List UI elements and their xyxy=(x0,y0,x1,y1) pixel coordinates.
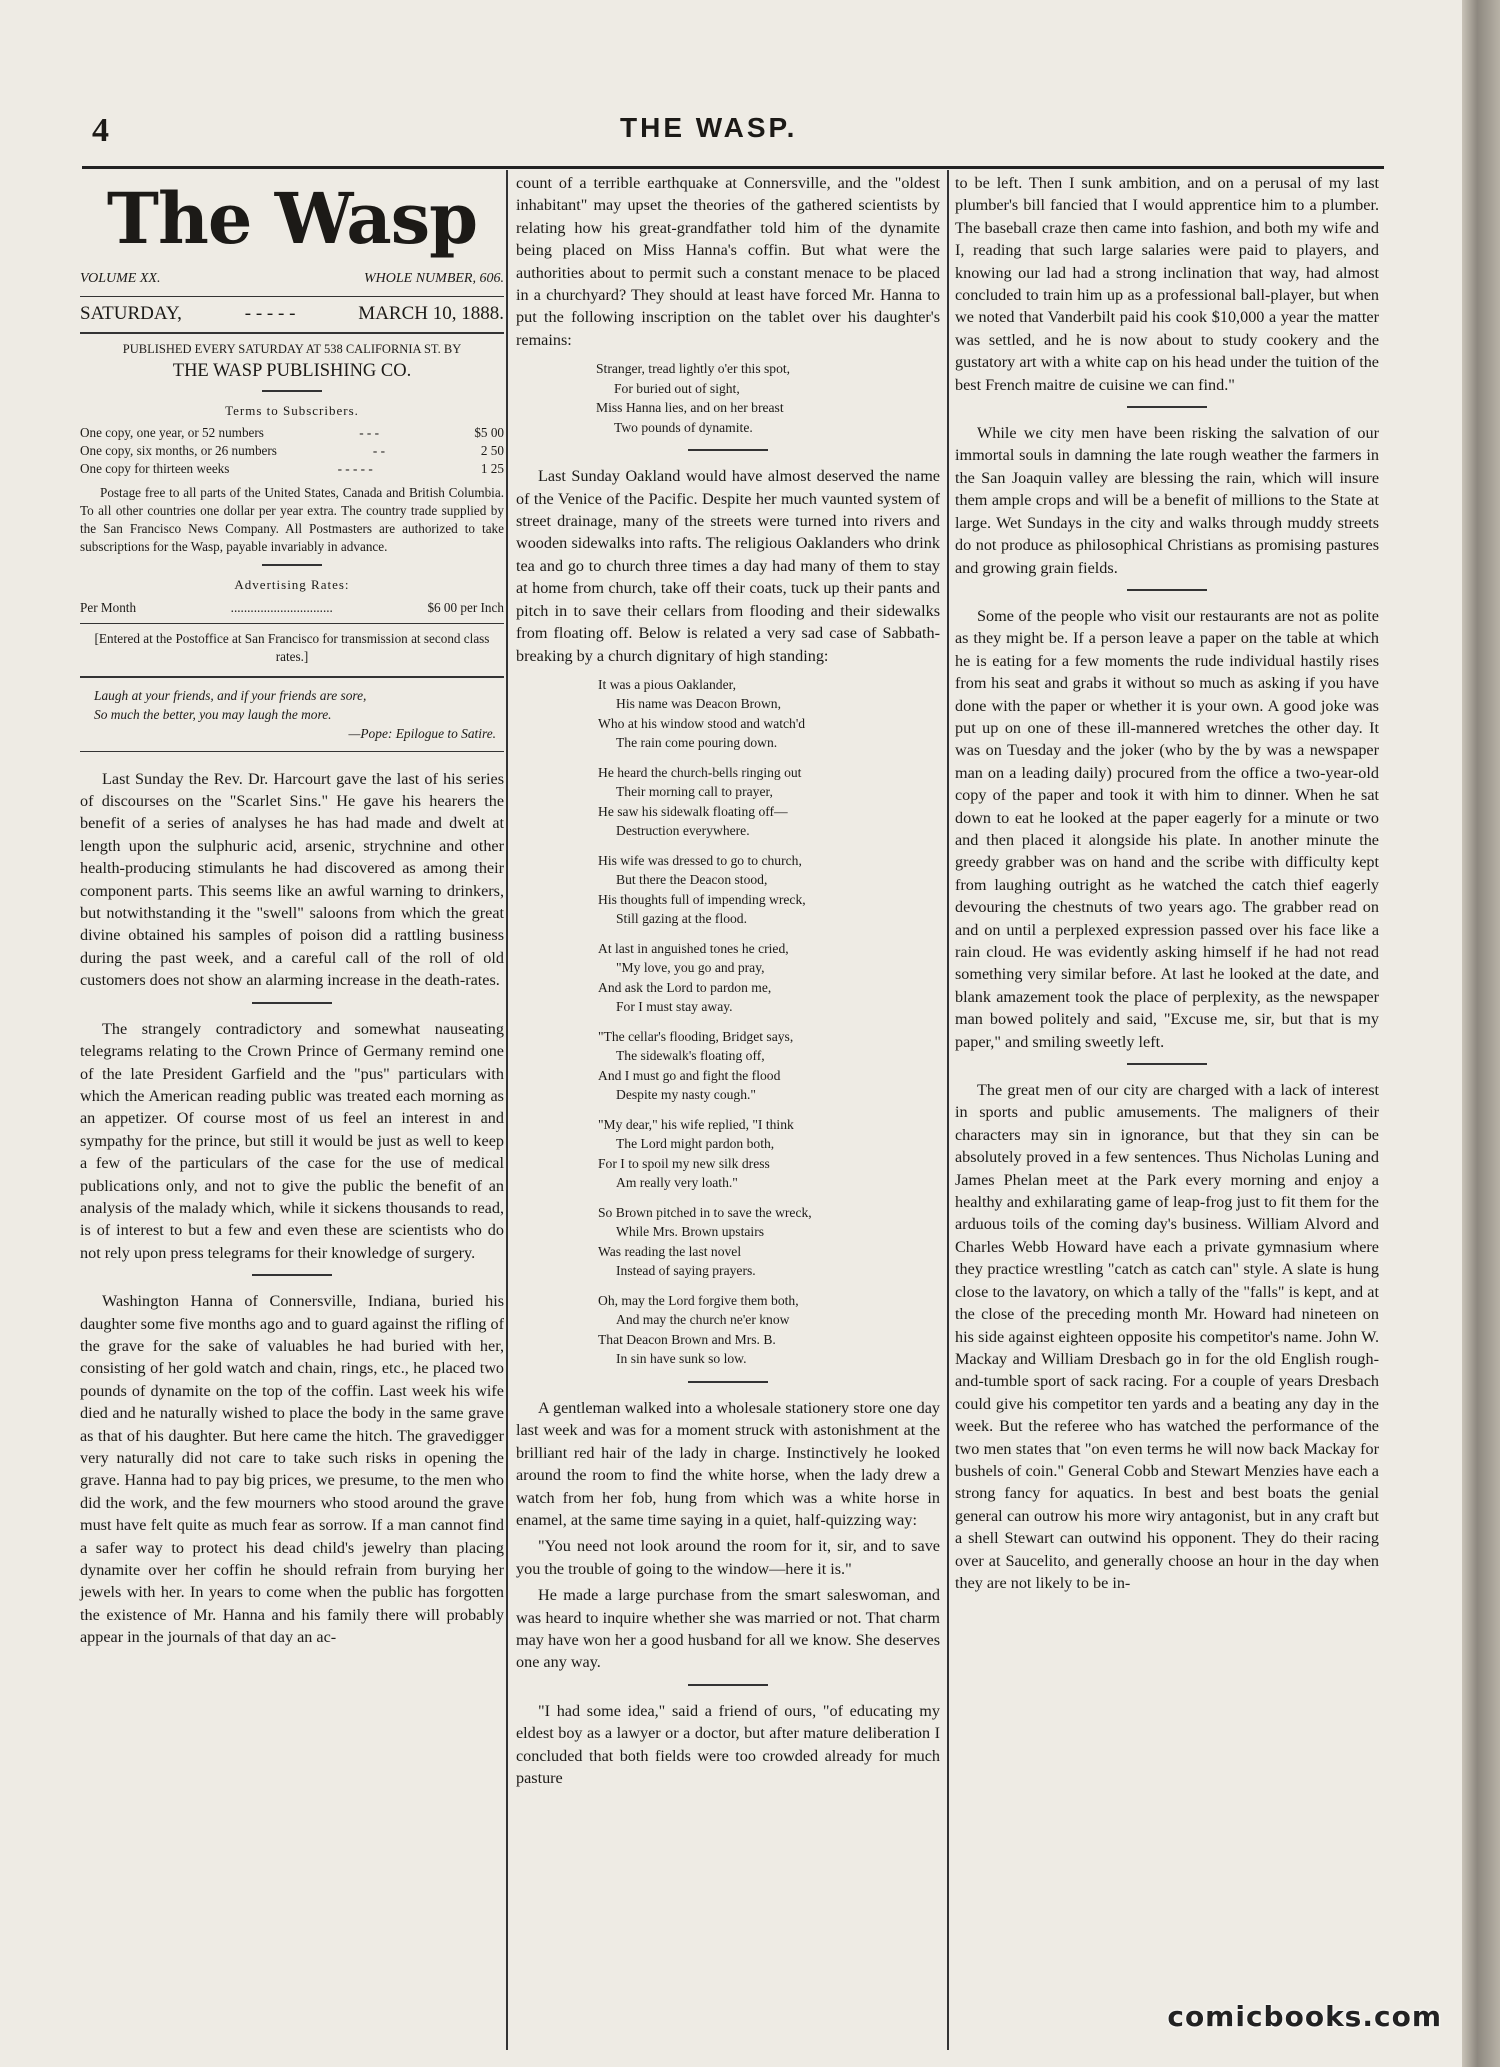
poem-stanza xyxy=(598,851,940,929)
verse-line: "My dear," his wife replied, "I think xyxy=(598,1116,794,1132)
rate-label: One copy, one year, or 52 numbers xyxy=(80,425,264,441)
article-paragraph: to be left. Then I sunk ambition, and on a perusal of my last plumber's bill fancied that I would apprentice him to a plumber. The baseball craze then came into fashion, and both my wife and I, reading that such large salaries were paid to players, and knowing our lad had a strong inclination that way, had almost concluded to train him up as a professional ball-player, but when we noted that Vanderbilt paid his cook $10,000 a year the matter was settled, and he is now about to study cookery and the gustatory art with a white cap on his head under the tuition of the best French maitre de cuisine we can find." xyxy=(955,174,1379,394)
verse-line: And ask the Lord to pardon me, xyxy=(598,979,772,995)
verse-line: Their morning call to prayer, xyxy=(616,784,773,800)
poem-stanza xyxy=(598,1027,940,1105)
ad-label: Per Month xyxy=(80,599,137,615)
poem-stanza xyxy=(598,939,940,1017)
separator xyxy=(1127,406,1207,408)
verse-line: That Deacon Brown and Mrs. B. xyxy=(598,1331,776,1347)
motto xyxy=(80,686,504,743)
verse-line: In sin have sunk so low. xyxy=(616,1351,747,1367)
column-rule-1 xyxy=(506,170,508,2050)
rule xyxy=(80,296,504,297)
article-paragraph: "You need not look around the room for it, sir, and to save you the trouble of going to the window—here it is." xyxy=(516,1537,940,1578)
article-paragraph: Some of the people who visit our restaurants are not as polite as they might be. If a person leave a paper on the table at which he is eating for a few moments the rude individual hastily rises from his seat and grabs it without so much as asking if you have done with the paper or whether it is your own. A good joke was put up on one of these ill-mannered wretches the other day. It was on Tuesday and the joker (who by the by was a newspaper man on a leading daily) procured from the office a two-year-old copy of the paper and took it with him to dinner. When he sat down to eat he looked at the paper eagerly for a minute or two and then placed it alongside his plate. In another minute the greedy grabber was on hand and the scribe with difficulty kept from laughing outright as he watched the catch thief eagerly devouring the chestnuts of two years ago. The grabber read on and on until a perplexed expression passed over his face like a rain cloud. He was evidently asking himself if he had not read something very similar before. At last he looked at the date, and blank amazement took the place of perplexity, as the newspaper man bowed politely and said, "Excuse me, sir, but that is my paper," and smiling sweetly left. xyxy=(955,606,1379,1051)
verse-line: Who at his window stood and watch'd xyxy=(598,715,806,731)
volume-row xyxy=(80,268,504,290)
verse-line: At last in anguished tones he cried, xyxy=(598,940,789,956)
poem-stanza xyxy=(598,1115,940,1193)
date-row xyxy=(80,303,504,325)
verse-line: The sidewalk's floating off, xyxy=(616,1048,765,1064)
verse-line: Destruction everywhere. xyxy=(616,823,750,839)
motto-line: Laugh at your friends, and if your friends are sore, xyxy=(94,687,367,703)
verse-line: For I must stay away. xyxy=(616,999,733,1015)
article-paragraph: count of a terrible earthquake at Connersville, and the "oldest inhabitant" may upset the theories of the gathered scientists by relating how his great-grandfather told him of the dynamite being placed on Miss Hanna's coffin. But what were the authorities about to permit such a constant menace to be placed in a churchyard? They should at least have forced Mr. Hanna to put the following inscription on the tablet over his daughter's remains: xyxy=(516,174,940,349)
ad-price: $6 00 per Inch xyxy=(427,599,504,615)
rate-price: 1 25 xyxy=(480,461,504,477)
poem-stanza xyxy=(598,763,940,841)
verse-line: His thoughts full of impending wreck, xyxy=(598,891,806,907)
verse-line: He heard the church-bells ringing out xyxy=(598,764,802,780)
verse-line: Instead of saying prayers. xyxy=(616,1263,756,1279)
rate-price: 2 50 xyxy=(480,443,504,459)
separator xyxy=(1127,589,1207,591)
postage-text: Postage free to all parts of the United States, Canada and British Columbia. To all other countries one dollar per year extra. The country trade supplied by the San Francisco News Company. All Postmasters are authorized to take subscriptions for the Wasp, payable invariably in advance. xyxy=(80,485,504,555)
poem-stanza xyxy=(598,1291,940,1369)
verse-line: For I to spoil my new silk dress xyxy=(598,1155,770,1171)
verse-line: For buried out of sight, xyxy=(614,380,740,396)
motto-line: So much the better, you may laugh the more. xyxy=(94,706,332,722)
advertising-heading: Advertising Rates: xyxy=(234,577,350,593)
rule xyxy=(80,623,504,624)
column-2 xyxy=(516,172,940,1789)
running-title: THE WASP. xyxy=(620,112,798,143)
separator xyxy=(252,1274,332,1276)
poem-stanza xyxy=(598,1203,940,1281)
watermark: comicbooks.com xyxy=(1167,2000,1442,2033)
verse-line: Miss Hanna lies, and on her breast xyxy=(596,400,784,416)
page-number: 4 xyxy=(92,112,109,149)
verse-line: His name was Deacon Brown, xyxy=(616,696,781,712)
verse-line: "The cellar's flooding, Bridget says, xyxy=(598,1028,794,1044)
article-paragraph: He made a large purchase from the smart saleswoman, and was heard to inquire whether she was married or not. That charm may have won her a good husband for all we know. She deserves one any way. xyxy=(516,1586,940,1672)
terms-heading: Terms to Subscribers. xyxy=(225,402,359,418)
rate-row xyxy=(80,460,504,478)
verse-line: The rain come pouring down. xyxy=(616,735,778,751)
rule xyxy=(80,751,504,752)
verse-line: "My love, you go and pray, xyxy=(616,960,765,976)
verse-line: While Mrs. Brown upstairs xyxy=(616,1224,765,1240)
poem-stanza xyxy=(598,675,940,753)
masthead-title: The Wasp xyxy=(106,177,478,260)
verse-line: His wife was dressed to go to church, xyxy=(598,852,802,868)
date-dashes: - - - - - xyxy=(244,303,296,325)
verse-line: Despite my nasty cough." xyxy=(616,1087,756,1103)
separator xyxy=(252,1002,332,1004)
article-paragraph: The strangely contradictory and somewhat nauseating telegrams relating to the Crown Prince of Germany remind one of the late President Garfield and the "pus" particulars with which the American reading public was treated each morning as an appetizer. Of course most of us feel an interest in and sympathy for the prince, but still it would be just as well to keep a few of the particulars of the case for the use of medical publications only, and not to give the public the benefit of an analysis of the malady which, while it sickens thousands to read, is of interest to but a few and even these are scientists who do not rely upon press telegrams for their knowledge of surgery. xyxy=(80,1019,504,1262)
volume-label: VOLUME XX. xyxy=(80,271,161,286)
page-edge xyxy=(1462,0,1500,2067)
separator xyxy=(688,1684,768,1686)
epitaph-verse xyxy=(596,359,940,437)
rate-dots: - - - xyxy=(359,425,380,441)
verse-line: He saw his sidewalk floating off— xyxy=(598,803,788,819)
deacon-brown-poem xyxy=(598,675,940,1369)
verse-line: It was a pious Oaklander, xyxy=(598,676,736,692)
header-rule xyxy=(82,166,1384,169)
verse-line: But there the Deacon stood, xyxy=(616,872,768,888)
article-paragraph: Last Sunday Oakland would have almost deserved the name of the Venice of the Pacific. Despite her much vaunted system of street drainage, many of the streets were turned into rivers and wooden sidewalks into rafts. The religious Oaklanders who drink tea and go to church three times a day had many of them to stay at home from church, take off their coats, tuck up their pants and pitch in to save their cellars from flooding and their sidewalks from floating off. Below is related a very sad case of Sabbath-breaking by a church dignitary of high standing: xyxy=(516,467,940,665)
rule xyxy=(80,676,504,678)
separator xyxy=(262,390,322,392)
rate-dots: - - - - - xyxy=(337,461,373,477)
ad-rate-row xyxy=(80,599,504,617)
separator xyxy=(688,449,768,451)
published-line: PUBLISHED EVERY SATURDAY AT 538 CALIFORNIA ST. BY xyxy=(122,341,462,356)
rate-row xyxy=(80,424,504,442)
verse-line: And may the church ne'er know xyxy=(616,1312,790,1328)
entered-notice: [Entered at the Postoffice at San Francisco for transmission at second class rates.] xyxy=(94,630,490,664)
column-3 xyxy=(955,172,1379,1594)
verse-line: So Brown pitched in to save the wreck, xyxy=(598,1204,812,1220)
article-paragraph: A gentleman walked into a wholesale stationery store one day last week and was for a moment struck with astonishment at the brilliant red hair of the lady in charge. Instinctively he looked around the room to find the white horse, when the lady drew a watch from her fob, hung from which was a white horse in enamel, at the same time saying in a quiet, half-quizzing way: xyxy=(516,1398,940,1529)
issue-date: MARCH 10, 1888. xyxy=(358,303,504,325)
rate-price: $5 00 xyxy=(474,425,504,441)
verse-line: Two pounds of dynamite. xyxy=(614,419,753,435)
article-paragraph: The great men of our city are charged with a lack of interest in sports and public amusements. The maligners of their characters may sin in ignorance, but that they sin can be absolutely proved in a few sentences. Thus Nicholas Luning and James Phelan meet at the Park every morning and enjoy a healthy and exhilarating game of leap-frog just to fit them for the arduous toils of the coming day's business. William Alvord and Charles Webb Howard have each a private gymnasium where they practice wrestling "catch as catch can" style. A slate is hung close to the lavatory, on which a tally of the "falls" is kept, and at the close of the preceding month Mr. Howard had nineteen on his side against eighteen opposite his competitor's name. John W. Mackay and William Dresbach go in for the old English rough-and-tumble sport of sack racing. For a couple of years Dresbach could give his competitor ten yards and a beating any day in the week. But the referee who has watched the performance of the two men states that "on even terms he will now back Mackay for bushels of coin." General Cobb and Stewart Menzies have each a strong fancy for aquatics. In best and best boats the genial general can outrow his more wiry antagonist, but in any craft but a shell Stewart can outwind his opponent. They do their racing over at Saucelito, and generally choose an hour in the day when they are not likely to be in- xyxy=(955,1081,1379,1592)
article-paragraph: "I had some idea," said a friend of ours, "of educating my eldest boy as a lawyer or a doctor, but after mature deliberation I concluded that both fields were too crowded already for much pasture xyxy=(516,1701,940,1787)
verse-line: The Lord might pardon both, xyxy=(616,1136,775,1152)
rule xyxy=(80,332,504,334)
rate-dots: - - xyxy=(372,443,385,459)
rate-row xyxy=(80,442,504,460)
article-paragraph: While we city men have been risking the salvation of our immortal souls in damning the late rough weather the farmers in the San Joaquin valley are blessing the rain, which will insure them ample crops and will be a benefit of millions to the State at large. Wet Sundays in the city and walks through muddy streets do not produce as philosophical Christians as promising pastures and growing grain fields. xyxy=(955,424,1379,577)
separator xyxy=(688,1381,768,1383)
date-day: SATURDAY, xyxy=(80,303,182,325)
separator xyxy=(262,564,322,566)
ad-dots: ............................... xyxy=(230,599,333,615)
whole-number-label: WHOLE NUMBER, 606. xyxy=(364,271,504,286)
verse-line: Oh, may the Lord forgive them both, xyxy=(598,1292,799,1308)
column-rule-2 xyxy=(947,170,949,2050)
rate-label: One copy, six months, or 26 numbers xyxy=(80,443,277,459)
verse-line: Am really very loath." xyxy=(616,1175,738,1191)
verse-line: And I must go and fight the flood xyxy=(598,1067,781,1083)
article-paragraph: Washington Hanna of Connersville, Indiana, buried his daughter some five months ago and to guard against the rifling of the grave for the sake of valuables he had buried with her, consisting of her gold watch and chain, rings, etc., he placed two pounds of dynamite on the top of the coffin. Last week his wife died and he naturally wished to place the body in the same grave as that of his daughter. But here came the hitch. The gravedigger very naturally did not care to take such risks in opening the grave. Hanna had to pay big prices, we presume, to the men who did the work, and the few mourners who stood around the grave must have felt quite as much fear as sorrow. If a man cannot find a safer way to protect his dead child's jewelry than placing dynamite over her coffin he should refrain from burying her jewels with her. In years to come when the public has forgotten the existence of Mr. Hanna and his family there will probably appear in the journals of that day an ac- xyxy=(80,1292,504,1647)
separator xyxy=(1127,1063,1207,1065)
column-1 xyxy=(80,172,504,1649)
verse-line: Was reading the last novel xyxy=(598,1243,742,1259)
motto-source: —Pope: Epilogue to Satire. xyxy=(348,725,496,741)
verse-line: Stranger, tread lightly o'er this spot, xyxy=(596,361,791,377)
verse-line: Still gazing at the flood. xyxy=(616,911,748,927)
rate-label: One copy for thirteen weeks xyxy=(80,461,230,477)
publisher-name: THE WASP PUBLISHING CO. xyxy=(172,360,412,381)
article-paragraph: Last Sunday the Rev. Dr. Harcourt gave the last of his series of discourses on the "Scarlet Sins." He gave his hearers the benefit of a series of analyses he has had made and dwelt at length upon the sulphuric acid, arsenic, strychnine and other health-producing stimulants he had discovered as among their component parts. This seems like an awful warning to drinkers, but notwithstanding it the "swell" saloons from which the great divine obtained his samples of poison did a rattling business during the past week, and a careful call of the roll of old customers does not show an alarming increase in the death-rates. xyxy=(80,769,504,990)
